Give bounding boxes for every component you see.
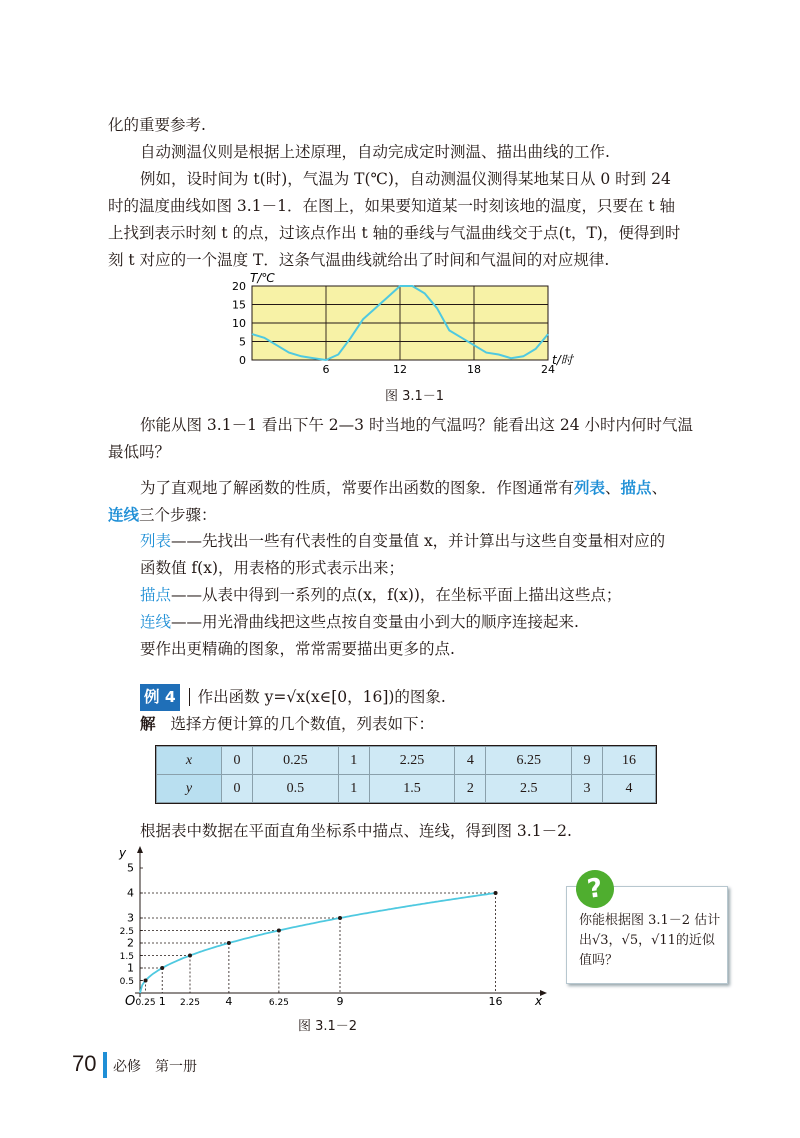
sqrt-y-tick: 2	[127, 936, 134, 950]
table-row-y	[157, 775, 656, 803]
footer-divider	[103, 1052, 107, 1078]
table-cell: 2.5	[486, 775, 572, 803]
temperature-x-tick: 18	[467, 363, 481, 376]
example-4-heading	[140, 684, 446, 711]
sqrt-guide-lines	[140, 893, 496, 993]
sqrt-x-label: x	[535, 994, 543, 1007]
separator-end: 、	[651, 479, 668, 497]
sqrt-x-tick: 4	[225, 995, 233, 1007]
text-line-2: 自动测温仪则是根据上述原理，自动完成定时测温、描出曲线的工作.	[140, 143, 610, 161]
temperature-y-tick: 10	[232, 317, 246, 330]
step-list-table-keyword: 列表	[140, 532, 172, 550]
table-cell: 0	[222, 747, 253, 775]
table-cell: 9	[571, 747, 602, 775]
table-cell: 4	[455, 747, 486, 775]
temperature-y-tick: 15	[232, 298, 246, 312]
table-cell: 3	[571, 775, 602, 803]
table-cell: 4	[603, 775, 656, 803]
table-cell: 0.5	[253, 775, 339, 803]
example-label-text: 例	[144, 688, 160, 706]
text-line-4: 时的温度曲线如图 3.1－1．在图上，如果要知道某一时刻该地的温度，只要在 t 轴	[108, 197, 676, 215]
steps-intro-rest: 三个步骤：	[139, 506, 217, 524]
solution-text: 选择方便计算的几个数值，列表如下：	[170, 715, 434, 733]
sqrt-y-tick: 3	[127, 911, 134, 925]
step-plot-points	[140, 582, 621, 609]
table-cell: 0	[222, 775, 253, 803]
origin-label: O	[125, 994, 136, 1007]
table-cell: 2.25	[369, 747, 455, 775]
sqrt-point	[188, 954, 192, 958]
text-line-3: 例如，设时间为 t(时)，气温为 T(℃)，自动测温仪测得某地某日从 0 时到 24	[140, 170, 671, 188]
table-cell: 0.25	[253, 747, 339, 775]
table-row-x	[157, 747, 656, 775]
sqrt-point	[494, 891, 498, 895]
separator: 、	[605, 479, 621, 497]
temperature-x-tick: 24	[541, 363, 555, 376]
keyword-connect-lines: 连线	[108, 505, 140, 524]
example-label	[140, 684, 180, 711]
text-line-1: 化的重要参考.	[108, 116, 206, 134]
table-cell: 16	[603, 747, 656, 775]
table-cell: 6.25	[486, 747, 572, 775]
table-cell: 2	[455, 775, 486, 803]
keyword-plot-points: 描点	[620, 478, 652, 497]
table-header-x: x	[157, 747, 222, 775]
sqrt-x-tick: 16	[488, 995, 503, 1007]
solution-line	[140, 711, 434, 738]
steps-intro-line-1	[140, 474, 667, 502]
question-mark-icon: ?	[574, 868, 617, 911]
table-cell: 1	[338, 747, 369, 775]
sqrt-y-label: y	[119, 846, 127, 860]
step-connect-lines	[140, 609, 579, 636]
step-plot-points-text: ——从表中得到一系列的点(x，f(x))，在坐标平面上描出这些点；	[171, 586, 622, 604]
step-list-table-text: ——先找出一些有代表性的自变量值 x，并计算出与这些自变量相对应的	[171, 532, 666, 550]
book-title: 必修 第一册	[113, 1059, 197, 1075]
question-line-1: 你能从图 3.1－1 看出下午 2—3 时当地的气温吗？能看出这 24 小时内何时气温	[140, 416, 694, 434]
step-connect-lines-text: ——用光滑曲线把这些点按自变量由小到大的顺序连接起来.	[171, 613, 579, 631]
temperature-y-tick: 0	[239, 354, 246, 367]
step-list-table-line-2: 函数值 f(x)，用表格的形式表示出来；	[140, 559, 405, 577]
step-more-points: 要作出更精确的图象，常常需要描出更多的点.	[140, 640, 455, 658]
temperature-y-tick: 20	[232, 280, 246, 293]
example-number: 4	[164, 688, 176, 706]
sqrt-y-tick: 1.5	[119, 952, 134, 962]
sqrt-y-tick: 1	[127, 961, 134, 975]
sqrt-x-tick: 9	[336, 995, 344, 1007]
sqrt-x-tick: 0.25	[135, 998, 156, 1007]
temperature-x-tick: 12	[393, 363, 407, 376]
sqrt-point	[160, 966, 164, 970]
sqrt-x-tick: 2.25	[179, 998, 201, 1007]
step-plot-points-keyword: 描点	[140, 586, 172, 604]
table-header-y: y	[157, 775, 222, 803]
sqrt-point	[338, 916, 342, 920]
page-number: 70	[72, 1051, 97, 1076]
temperature-y-tick: 5	[239, 335, 246, 349]
table-cell: 1	[338, 775, 369, 803]
text-line-5: 上找到表示时刻 t 的点，过该点作出 t 轴的垂线与气温曲线交于点(t，T)，便得到时	[108, 224, 681, 242]
step-connect-lines-keyword: 连线	[140, 613, 172, 631]
after-table-text: 根据表中数据在平面直角坐标系中描点、连线，得到图 3.1－2.	[140, 822, 572, 840]
steps-intro-line-2	[108, 501, 217, 529]
figure-2-caption: 图 3.1－2	[298, 1019, 358, 1034]
temperature-x-label: t/时	[552, 353, 573, 367]
example-statement: 作出函数 y=√x(x∈[0，16])的图象.	[189, 688, 446, 706]
temperature-chart	[230, 272, 590, 380]
step-list-table	[140, 528, 665, 555]
temperature-x-tick: 6	[322, 363, 330, 376]
figure-1-caption: 图 3.1－1	[385, 389, 445, 404]
sqrt-y-tick: 0.5	[119, 977, 134, 987]
sqrt-y-tick: 2.5	[119, 927, 134, 937]
sqrt-chart	[105, 845, 550, 1007]
sqrt-point	[277, 929, 281, 933]
sqrt-y-tick: 4	[127, 886, 134, 900]
solution-label: 解	[140, 715, 156, 733]
sqrt-y-tick: 5	[127, 861, 134, 875]
sqrt-point	[227, 941, 231, 945]
keyword-list-table: 列表	[574, 478, 606, 497]
question-line-2: 最低吗？	[108, 443, 171, 461]
text-line-6: 刻 t 对应的一个温度 T．这条气温曲线就给出了时间和气温间的对应规律.	[108, 251, 610, 269]
sqrt-x-tick: 6.25	[268, 998, 289, 1007]
sqrt-x-tick: 1	[158, 995, 166, 1007]
y-axis-arrow	[137, 846, 143, 853]
table-cell: 1.5	[369, 775, 455, 803]
temperature-y-label: T/℃	[250, 272, 275, 285]
side-note-text: 你能根据图 3.1－2 估计出√3，√5，√11的近似值吗？	[579, 913, 721, 968]
sqrt-point	[144, 979, 148, 983]
value-table	[155, 745, 657, 804]
steps-intro-text: 为了直观地了解函数的性质，常要作出函数的图象．作图通常有	[140, 479, 575, 497]
